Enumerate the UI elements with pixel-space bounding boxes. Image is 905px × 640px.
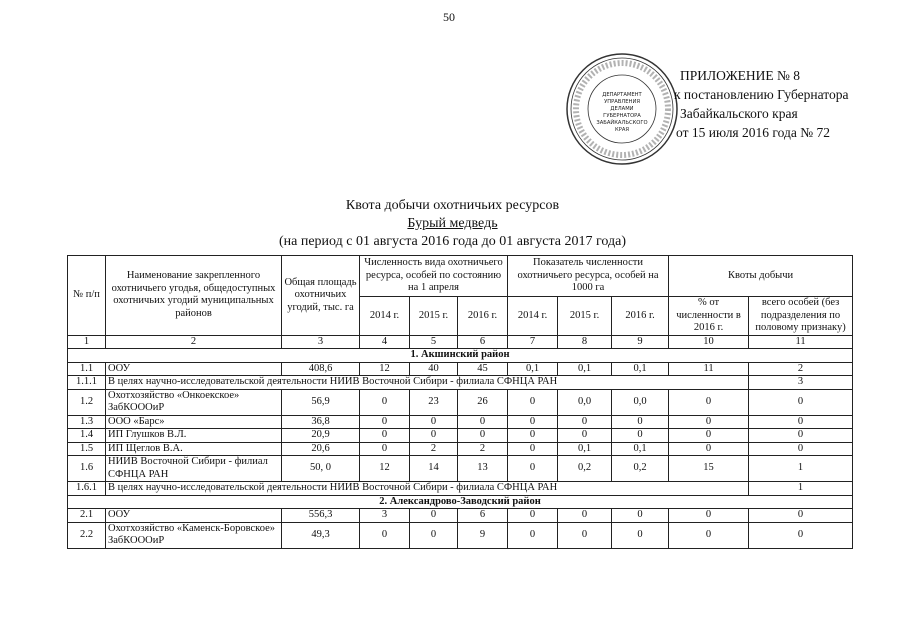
document-title xyxy=(0,197,905,251)
row-density-2016: 0,1 xyxy=(612,442,669,456)
appendix-line: от 15 июля 2016 года № 72 xyxy=(676,125,830,140)
row-number: 1.5 xyxy=(68,442,106,456)
row-pop-2016: 45 xyxy=(458,362,508,376)
header-year: 2016 г. xyxy=(612,297,669,336)
row-name: ИП Глушков В.Л. xyxy=(106,429,282,443)
header-quota-percent: % от численности в 2016 г. xyxy=(669,297,749,336)
row-quota-percent: 0 xyxy=(669,415,749,429)
row-pop-2015: 23 xyxy=(410,389,458,415)
row-density-2016: 0,0 xyxy=(612,389,669,415)
column-number: 11 xyxy=(749,335,853,349)
row-pop-2014: 0 xyxy=(360,522,410,548)
header-quota-total: всего особей (без подразделения по половому признаку) xyxy=(749,297,853,336)
row-number: 1.6 xyxy=(68,456,106,482)
row-quota-percent: 0 xyxy=(669,442,749,456)
row-quota-total: 0 xyxy=(749,389,853,415)
row-number: 1.6.1 xyxy=(68,482,106,496)
row-number: 2.2 xyxy=(68,522,106,548)
row-name: ООУ xyxy=(106,509,282,523)
row-name: Охотхозяйство «Онкоекское» ЗабКОООиР xyxy=(106,389,282,415)
row-pop-2014: 3 xyxy=(360,509,410,523)
table-row xyxy=(68,482,853,496)
table-row xyxy=(68,442,853,456)
table-row xyxy=(68,456,853,482)
appendix-line: к постановлению Губернатора xyxy=(674,87,849,102)
table-row xyxy=(68,429,853,443)
row-density-2014: 0 xyxy=(508,442,558,456)
row-number: 1.3 xyxy=(68,415,106,429)
row-pop-2016: 13 xyxy=(458,456,508,482)
section-row xyxy=(68,495,853,509)
section-row xyxy=(68,349,853,363)
header-density: Показатель численности охотничьего ресурса, особей на 1000 га xyxy=(508,256,669,297)
table-body xyxy=(68,335,853,548)
row-density-2016: 0,2 xyxy=(612,456,669,482)
row-pop-2015: 0 xyxy=(410,415,458,429)
row-name: ИП Щеглов В.А. xyxy=(106,442,282,456)
quota-table xyxy=(67,255,853,549)
row-name: ООУ xyxy=(106,362,282,376)
header-num: № п/п xyxy=(68,256,106,336)
row-pop-2016: 0 xyxy=(458,429,508,443)
table-row xyxy=(68,362,853,376)
row-number: 1.1.1 xyxy=(68,376,106,390)
row-density-2014: 0 xyxy=(508,522,558,548)
column-number: 1 xyxy=(68,335,106,349)
row-quota-total: 1 xyxy=(749,482,853,496)
section-title: 2. Александрово-Заводский район xyxy=(68,495,853,509)
row-number: 1.2 xyxy=(68,389,106,415)
row-quota-total: 0 xyxy=(749,415,853,429)
header-year: 2014 г. xyxy=(508,297,558,336)
row-area: 20,9 xyxy=(282,429,360,443)
row-area: 36,8 xyxy=(282,415,360,429)
row-density-2014: 0,1 xyxy=(508,362,558,376)
row-quota-percent: 0 xyxy=(669,509,749,523)
row-number: 2.1 xyxy=(68,509,106,523)
column-number: 9 xyxy=(612,335,669,349)
row-quota-percent: 15 xyxy=(669,456,749,482)
row-area: 556,3 xyxy=(282,509,360,523)
row-pop-2016: 26 xyxy=(458,389,508,415)
row-quota-total: 3 xyxy=(749,376,853,390)
row-pop-2016: 2 xyxy=(458,442,508,456)
row-pop-2015: 40 xyxy=(410,362,458,376)
svg-text:ГУБЕРНАТОРА: ГУБЕРНАТОРА xyxy=(603,113,641,119)
row-density-2016: 0 xyxy=(612,522,669,548)
row-number: 1.4 xyxy=(68,429,106,443)
column-number: 6 xyxy=(458,335,508,349)
column-number: 4 xyxy=(360,335,410,349)
row-quota-total: 0 xyxy=(749,429,853,443)
row-density-2015: 0,1 xyxy=(558,442,612,456)
row-pop-2016: 9 xyxy=(458,522,508,548)
row-quota-total: 0 xyxy=(749,522,853,548)
column-number: 8 xyxy=(558,335,612,349)
row-density-2015: 0,0 xyxy=(558,389,612,415)
header-population: Численность вида охотничьего ресурса, особей по состоянию на 1 апреля xyxy=(360,256,508,297)
row-density-2014: 0 xyxy=(508,415,558,429)
row-quota-percent: 11 xyxy=(669,362,749,376)
row-density-2014: 0 xyxy=(508,456,558,482)
column-number: 2 xyxy=(106,335,282,349)
table-row xyxy=(68,415,853,429)
row-pop-2015: 0 xyxy=(410,429,458,443)
row-quota-percent: 0 xyxy=(669,389,749,415)
page-number: 50 xyxy=(443,10,455,24)
row-density-2015: 0 xyxy=(558,429,612,443)
row-pop-2015: 2 xyxy=(410,442,458,456)
appendix-line: Забайкальского края xyxy=(680,106,798,121)
table-row xyxy=(68,522,853,548)
column-number: 10 xyxy=(669,335,749,349)
row-density-2015: 0,1 xyxy=(558,362,612,376)
svg-text:ДЕПАРТАМЕНТ: ДЕПАРТАМЕНТ xyxy=(602,92,642,98)
row-pop-2016: 6 xyxy=(458,509,508,523)
row-pop-2015: 14 xyxy=(410,456,458,482)
row-name: Охотхозяйство «Каменск-Боровское» ЗабКОООиР xyxy=(106,522,282,548)
title-species: Бурый медведь xyxy=(407,216,498,231)
column-number: 3 xyxy=(282,335,360,349)
table-row xyxy=(68,376,853,390)
row-pop-2014: 12 xyxy=(360,362,410,376)
appendix-block xyxy=(640,66,848,142)
appendix-title: ПРИЛОЖЕНИЕ № 8 xyxy=(680,68,801,83)
row-density-2016: 0 xyxy=(612,415,669,429)
row-density-2014: 0 xyxy=(508,389,558,415)
svg-text:КРАЯ: КРАЯ xyxy=(615,127,629,133)
row-density-2014: 0 xyxy=(508,429,558,443)
header-name: Наименование закрепленного охотничьего угодья, общедоступных охотничьих угодий муниципальных районов xyxy=(106,256,282,336)
row-pop-2015: 0 xyxy=(410,509,458,523)
row-pop-2014: 0 xyxy=(360,429,410,443)
row-pop-2015: 0 xyxy=(410,522,458,548)
row-quota-total: 0 xyxy=(749,442,853,456)
row-quota-total: 0 xyxy=(749,509,853,523)
table-row xyxy=(68,389,853,415)
row-area: 56,9 xyxy=(282,389,360,415)
section-title: 1. Акшинский район xyxy=(68,349,853,363)
row-quota-percent: 0 xyxy=(669,522,749,548)
header-year: 2015 г. xyxy=(410,297,458,336)
row-number: 1.1 xyxy=(68,362,106,376)
title-period: (на период с 01 августа 2016 года до 01 августа 2017 года) xyxy=(278,234,626,249)
row-area: 50, 0 xyxy=(282,456,360,482)
row-pop-2014: 0 xyxy=(360,415,410,429)
header-year: 2015 г. xyxy=(558,297,612,336)
row-name: ООО «Барс» xyxy=(106,415,282,429)
row-quota-total: 2 xyxy=(749,362,853,376)
row-density-2014: 0 xyxy=(508,509,558,523)
row-density-2015: 0 xyxy=(558,522,612,548)
row-pop-2016: 0 xyxy=(458,415,508,429)
row-quota-total: 1 xyxy=(749,456,853,482)
header-year: 2014 г. xyxy=(360,297,410,336)
row-name: НИИВ Восточной Сибири - филиал СФНЦА РАН xyxy=(106,456,282,482)
table-row xyxy=(68,509,853,523)
row-density-2015: 0 xyxy=(558,509,612,523)
row-note: В целях научно-исследовательской деятельности НИИВ Восточной Сибири - филиала СФНЦА РАН xyxy=(106,482,749,496)
row-area: 49,3 xyxy=(282,522,360,548)
svg-text:ДЕЛАМИ: ДЕЛАМИ xyxy=(610,106,634,112)
row-density-2016: 0 xyxy=(612,429,669,443)
title-main: Квота добычи охотничьих ресурсов xyxy=(345,198,560,213)
row-area: 408,6 xyxy=(282,362,360,376)
column-number: 7 xyxy=(508,335,558,349)
header-quota: Квоты добычи xyxy=(669,256,853,297)
row-area: 20,6 xyxy=(282,442,360,456)
row-pop-2014: 12 xyxy=(360,456,410,482)
column-number: 5 xyxy=(410,335,458,349)
row-density-2016: 0,1 xyxy=(612,362,669,376)
row-density-2015: 0,2 xyxy=(558,456,612,482)
svg-text:ЗАБАЙКАЛЬСКОГО: ЗАБАЙКАЛЬСКОГО xyxy=(596,120,648,126)
row-note: В целях научно-исследовательской деятельности НИИВ Восточной Сибири - филиала СФНЦА РАН xyxy=(106,376,749,390)
row-density-2016: 0 xyxy=(612,509,669,523)
row-pop-2014: 0 xyxy=(360,389,410,415)
header-year: 2016 г. xyxy=(458,297,508,336)
row-quota-percent: 0 xyxy=(669,429,749,443)
row-density-2015: 0 xyxy=(558,415,612,429)
column-numbers-row xyxy=(68,335,853,349)
header-area: Общая площадь охотничьих угодий, тыс. га xyxy=(282,256,360,336)
row-pop-2014: 0 xyxy=(360,442,410,456)
svg-text:УПРАВЛЕНИЯ: УПРАВЛЕНИЯ xyxy=(604,99,640,105)
